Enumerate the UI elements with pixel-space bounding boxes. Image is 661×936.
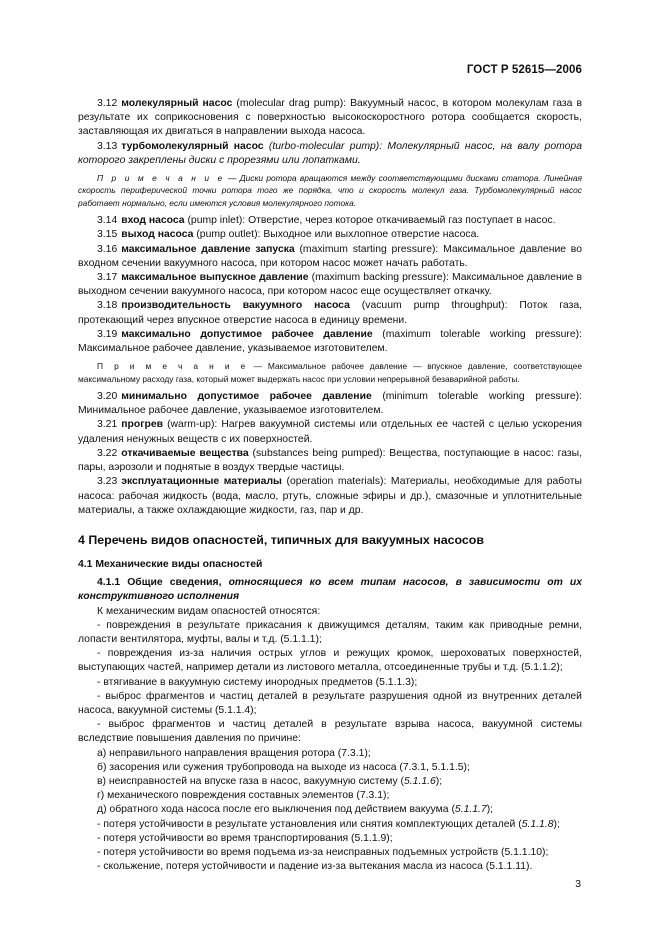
standard-header: ГОСТ Р 52615—2006 xyxy=(466,64,582,76)
note-1 xyxy=(78,172,582,209)
definition-text: (turbo-molecular pump): Молекулярный насос, на валу ротора которого закреплены диски с прорезями или лопатками. xyxy=(78,140,582,166)
definition-3-16 xyxy=(78,243,582,271)
definition-term: минимально допустимое рабочее давление xyxy=(121,391,372,403)
subsubsection-title xyxy=(78,576,582,604)
list-item xyxy=(78,789,582,803)
list-item-text: - потеря устойчивости во время транспортирования (5.1.1.9); xyxy=(97,832,393,844)
definition-3-13 xyxy=(78,140,582,168)
definition-number: 3.23 xyxy=(97,476,118,488)
definition-text: (molecular drag pump): Вакуумный насос, в котором молекулам газа в результате их соприкосновения с поверхностью высокоскоростного ротора сообщается скорость, заставляющая их двигаться в направлении выхода насоса. xyxy=(78,98,582,138)
list-item-text: д) обратного хода насоса после его выключения под действием вакуума ( xyxy=(97,804,455,816)
list-item-tail: ); xyxy=(435,775,443,787)
definition-number: 3.13 xyxy=(97,140,118,152)
list-item xyxy=(78,761,582,775)
definition-text: (warm-up): Нагрев вакуумной системы или отдельных ее частей с целью ускорения удаления ненужных веществ с их поверхностей. xyxy=(78,419,582,445)
definition-text: (maximum starting pressure): Максимальное давление во входном сечении вакуумного насоса, при котором насос может начать работать. xyxy=(78,243,582,269)
definition-number: 3.15 xyxy=(97,229,118,241)
definition-number: 3.20 xyxy=(97,391,118,403)
cause-list xyxy=(78,747,582,818)
definition-text: (maximum tolerable working pressure): Максимальное рабочее давление, указываемое изготовителем. xyxy=(78,328,582,355)
definition-term: максимально допустимое рабочее давление xyxy=(121,328,373,340)
list-item-text: в) неисправностей на впуске газа в насос, вакуумную систему ( xyxy=(97,775,404,787)
hazards-intro: К механическим видам опасностей относятся: xyxy=(97,605,321,617)
subsection-title: 4.1 Механические виды опасностей xyxy=(78,558,263,570)
list-item xyxy=(78,832,582,846)
definition-term: производительность вакуумного насоса xyxy=(121,300,350,312)
definitions-group-c xyxy=(78,390,582,518)
list-item xyxy=(78,747,582,761)
list-item xyxy=(78,860,582,874)
list-item: - выброс фрагментов и частиц деталей в результате взрыва насоса, вакуумной системы вследствие повышения давления по причине: xyxy=(78,719,582,745)
definition-number: 3.14 xyxy=(97,215,118,227)
definition-number: 3.22 xyxy=(97,447,118,459)
definition-3-15 xyxy=(78,228,582,242)
definition-term: вход насоса xyxy=(121,215,185,227)
definition-number: 3.21 xyxy=(97,419,118,431)
definition-3-23 xyxy=(78,475,582,518)
definition-3-19 xyxy=(78,328,582,356)
definition-3-22 xyxy=(78,447,582,475)
list-item xyxy=(78,846,582,860)
list-item-text: б) засорения или сужения трубопровода на выходе из насоса (7.3.1, 5.1.1.5); xyxy=(97,761,470,773)
page-content xyxy=(78,97,582,874)
definition-number: 3.17 xyxy=(97,272,118,284)
note-label: П р и м е ч а н и е xyxy=(97,173,225,184)
list-item xyxy=(78,775,582,789)
definition-text: (pump outlet): Выходное или выхлопное отверстие насоса. xyxy=(193,229,480,241)
section-title: 4 Перечень видов опасностей, типичных для вакуумных насосов xyxy=(78,532,484,547)
list-item xyxy=(78,818,582,832)
definition-term: эксплуатационные материалы xyxy=(121,476,282,488)
definition-text: (substances being pumped): Вещества, поступающие в насос: газы, пары, аэрозоли и поднятые в воздух твердые частицы. xyxy=(78,447,582,474)
list-item: - втягивание в вакуумную систему инородных предметов (5.1.1.3); xyxy=(97,676,418,688)
page-number: 3 xyxy=(575,879,581,890)
list-item: - выброс фрагментов и частиц деталей в результате разрушения одной из внутренних деталей насоса, вакуумной системы (5.1.1.4); xyxy=(78,690,582,716)
definition-term: прогрев xyxy=(121,419,164,431)
list-item-text: - скольжение, потеря устойчивости и падение из-за вытекания масла из насоса (5.1.1.11). xyxy=(97,861,533,873)
definition-term: максимальное выпускное давление xyxy=(121,272,309,284)
definition-number: 3.18 xyxy=(97,300,118,312)
definition-term: турбомолекулярный насос xyxy=(121,140,264,152)
list-item-tail: ); xyxy=(553,818,560,830)
list-item-text: а) неправильного направления вращения ротора (7.3.1); xyxy=(97,747,371,759)
definition-3-17 xyxy=(78,271,582,299)
definition-text: (vacuum pump throughput): Поток газа, протекающий через впускное отверстие насоса в единицу времени. xyxy=(78,300,582,326)
definition-term: максимальное давление запуска xyxy=(121,243,295,255)
note-2 xyxy=(78,360,582,385)
clause-reference: 5.1.1.8 xyxy=(521,818,554,830)
definition-text: (operation materials): Материалы, необходимые для работы насоса: рабочая жидкость (вода, масло, ртуть, сложные эфиры и др.), смазочные и уплотнительные материалы, а также охлаждающие жидкости, газ, пар и др. xyxy=(78,476,582,516)
clause-reference: 5.1.1.6 xyxy=(404,775,436,787)
definition-3-14 xyxy=(78,214,582,228)
subsubsection-heading: Общие сведения, xyxy=(127,577,222,589)
list-item xyxy=(78,803,582,817)
hazard-list xyxy=(78,619,582,747)
definition-term: выход насоса xyxy=(121,229,194,241)
list-item-tail: ); xyxy=(486,804,494,816)
definition-term: откачиваемые вещества xyxy=(121,447,249,459)
stability-hazard-list xyxy=(78,818,582,875)
note-text: — Диски ротора вращаются между соответствующими дисками статора. Линейная скорость периферической точки ротора того же порядка, что и скорость молекул газа. Турбомолекулярный насос работает нормально, если имеются условия молекулярного потока. xyxy=(78,173,582,208)
subsubsection-number: 4.1.1 xyxy=(97,577,121,589)
list-item-text: г) механического повреждения составных элементов (7.3.1); xyxy=(97,790,390,802)
definition-3-21 xyxy=(78,418,582,446)
definition-text: (pump inlet): Отверстие, через которое откачиваемый газ поступает в насос. xyxy=(184,215,556,227)
list-item-text: - потеря устойчивости в результате установления или снятия комплектующих деталей ( xyxy=(97,818,522,830)
list-item: - повреждения в результате прикасания к движущимся деталям, таким как приводные ремни, лопасти вентилятора, муфты, валы и т.д. (5.1.1.1); xyxy=(78,619,582,645)
clause-reference: 5.1.1.7 xyxy=(454,804,487,816)
definition-3-18 xyxy=(78,299,582,327)
definitions-group-b xyxy=(78,214,582,356)
definition-number: 3.16 xyxy=(97,243,118,255)
definition-3-12 xyxy=(78,97,582,140)
definition-text: (minimum tolerable working pressure): Минимальное рабочее давление, указываемое изготовителем. xyxy=(78,391,582,417)
definition-term: молекулярный насос xyxy=(121,98,233,109)
list-item: - повреждения из-за наличия острых углов и режущих кромок, шероховатых поверхностей, выступающих частей, например детали из листового металла, отсоединенные трубы и т.д. (5.1.1.2); xyxy=(78,648,582,674)
definition-number: 3.12 xyxy=(97,98,118,109)
note-label: П р и м е ч а н и е xyxy=(97,361,248,372)
definition-text: (maximum backing pressure): Максимальное давление в выходном сечении вакуумного насоса, при котором насос еще осуществляет откачку. xyxy=(78,272,582,298)
note-text: — Максимальное рабочее давление — впускное давление, соответствующее максимальному расходу газа, который может выдержать насос при условии непрерывной безаварийной работы. xyxy=(78,361,582,384)
definitions-group-a xyxy=(78,97,582,168)
definition-number: 3.19 xyxy=(97,328,118,340)
subsubsection-qualifier: относящиеся ко всем типам насосов, в зависимости от их конструктивного исполнения xyxy=(78,577,582,603)
list-item-text: - потеря устойчивости во время подъема из-за неисправных подъемных устройств (5.1.1.10); xyxy=(97,846,549,858)
definition-3-20 xyxy=(78,390,582,418)
